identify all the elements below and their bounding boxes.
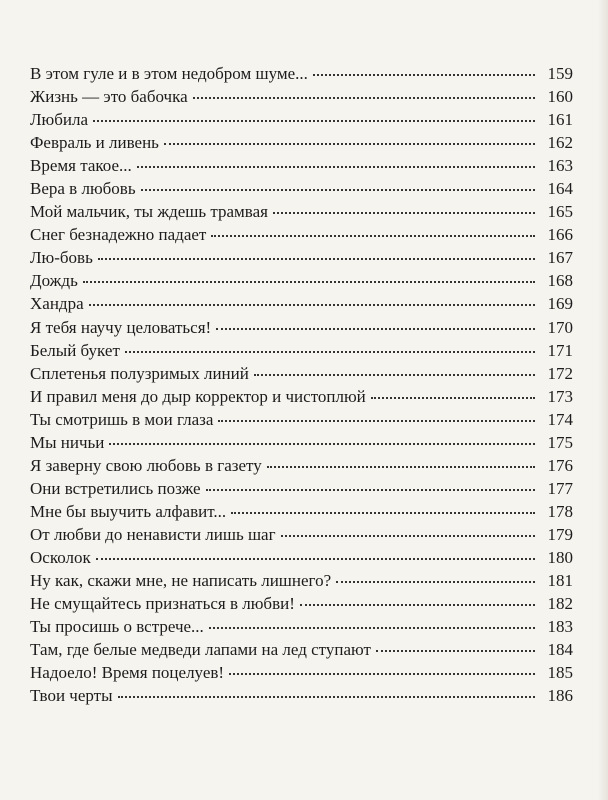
toc-entry-title: Я тебя научу целоваться! bbox=[30, 317, 212, 337]
toc-entry-title: Белый букет bbox=[30, 340, 120, 360]
toc-entry-page-number: 160 bbox=[547, 87, 573, 107]
toc-dot-leader bbox=[96, 557, 535, 560]
toc-entry-page-number: 178 bbox=[547, 501, 573, 521]
toc-entry-title: Мой мальчик, ты ждешь трамвая bbox=[30, 202, 268, 222]
toc-dot-leader bbox=[371, 396, 535, 399]
toc-entry-title: Сплетенья полузримых линий bbox=[30, 363, 249, 383]
toc-entry bbox=[30, 638, 573, 661]
toc-entry-title: Мы ничьи bbox=[30, 432, 105, 452]
toc-entry-page-number: 173 bbox=[547, 386, 573, 406]
toc-entry bbox=[30, 223, 573, 246]
toc-entry-page-number: 183 bbox=[547, 617, 573, 637]
toc-entry bbox=[30, 661, 573, 684]
toc-entry bbox=[30, 523, 573, 546]
toc-dot-leader bbox=[141, 188, 535, 191]
toc-entry-page-number: 175 bbox=[547, 432, 573, 452]
toc-entry bbox=[30, 546, 573, 569]
toc-dot-leader bbox=[137, 165, 535, 168]
toc-entry-title: Мне бы выучить алфавит... bbox=[30, 501, 227, 521]
toc-dot-leader bbox=[273, 211, 535, 214]
toc-entry-title: От любви до ненависти лишь шаг bbox=[30, 524, 276, 544]
toc-entry-page-number: 176 bbox=[547, 455, 573, 475]
toc-dot-leader bbox=[118, 695, 535, 698]
toc-dot-leader bbox=[164, 142, 535, 145]
toc-entry-page-number: 169 bbox=[547, 294, 573, 314]
toc-entry-title: И правил меня до дыр корректор и чистоплюй bbox=[30, 386, 366, 406]
toc-entry bbox=[30, 154, 573, 177]
toc-entry-page-number: 165 bbox=[547, 202, 573, 222]
toc-dot-leader bbox=[206, 488, 535, 491]
toc-entry-title: Лю-бовь bbox=[30, 248, 93, 268]
toc-dot-leader bbox=[209, 626, 535, 629]
toc-entry-title: Ты смотришь в мои глаза bbox=[30, 409, 214, 429]
toc-entry-page-number: 161 bbox=[547, 110, 573, 130]
toc-entry-title: Время такое... bbox=[30, 156, 132, 176]
toc-entry-title: Любила bbox=[30, 110, 89, 130]
toc-entry-page-number: 172 bbox=[547, 363, 573, 383]
toc-entry bbox=[30, 362, 573, 385]
toc-dot-leader bbox=[300, 603, 535, 606]
toc-entry bbox=[30, 477, 573, 500]
toc-entry-page-number: 180 bbox=[547, 547, 573, 567]
toc-entry-title: В этом гуле и в этом недобром шуме... bbox=[30, 64, 308, 83]
toc-dot-leader bbox=[98, 257, 535, 260]
toc-entry bbox=[30, 177, 573, 200]
toc-entry-title: Надоело! Время поцелуев! bbox=[30, 663, 225, 683]
toc-dot-leader bbox=[109, 442, 535, 445]
toc-dot-leader bbox=[218, 419, 535, 422]
toc-dot-leader bbox=[336, 580, 535, 583]
toc-entry bbox=[30, 62, 573, 85]
toc-entry-title: Осколок bbox=[30, 547, 91, 567]
toc-entry-title: Не смущайтесь признаться в любви! bbox=[30, 594, 295, 614]
toc-entry-title: Дождь bbox=[30, 271, 78, 291]
toc-dot-leader bbox=[376, 649, 535, 652]
toc-entry-title: Я заверну свою любовь в газету bbox=[30, 455, 262, 475]
toc-dot-leader bbox=[229, 672, 535, 675]
toc-dot-leader bbox=[216, 327, 535, 330]
toc-entry-page-number: 163 bbox=[547, 156, 573, 176]
toc-entry bbox=[30, 569, 573, 592]
toc-entry-title: Там, где белые медведи лапами на лед ступают bbox=[30, 640, 371, 660]
toc-entry-page-number: 166 bbox=[547, 225, 573, 245]
toc-entry bbox=[30, 431, 573, 454]
toc-entry-page-number: 171 bbox=[547, 340, 573, 360]
toc-entry bbox=[30, 615, 573, 638]
toc-entry bbox=[30, 131, 573, 154]
toc-entry-page-number: 168 bbox=[547, 271, 573, 291]
toc-entry-title: Они встретились позже bbox=[30, 478, 201, 498]
toc-entry-title: Ты просишь о встрече... bbox=[30, 617, 204, 637]
toc-entry-title: Жизнь — это бабочка bbox=[30, 87, 188, 107]
toc-entry bbox=[30, 454, 573, 477]
toc-dot-leader bbox=[313, 73, 535, 76]
toc-dot-leader bbox=[89, 303, 535, 306]
toc-entry-page-number: 185 bbox=[547, 663, 573, 683]
toc-dot-leader bbox=[231, 511, 535, 514]
toc-entry-page-number: 174 bbox=[547, 409, 573, 429]
toc-entry-page-number: 167 bbox=[547, 248, 573, 268]
toc-entry bbox=[30, 316, 573, 339]
toc-entry bbox=[30, 200, 573, 223]
toc-entry bbox=[30, 385, 573, 408]
toc-entry-page-number: 182 bbox=[547, 594, 573, 614]
toc-entry-title: Февраль и ливень bbox=[30, 133, 159, 153]
toc-entry-page-number: 162 bbox=[547, 133, 573, 153]
toc-entry-title: Вера в любовь bbox=[30, 179, 136, 199]
toc-entry bbox=[30, 408, 573, 431]
toc-dot-leader bbox=[83, 280, 535, 283]
toc-entry-title: Хандра bbox=[30, 294, 84, 314]
toc-dot-leader bbox=[267, 465, 535, 468]
toc-dot-leader bbox=[193, 96, 535, 99]
toc-dot-leader bbox=[211, 234, 535, 237]
toc-entry-page-number: 181 bbox=[547, 571, 573, 591]
toc-entry-page-number: 177 bbox=[547, 478, 573, 498]
toc-entry bbox=[30, 108, 573, 131]
toc-entry bbox=[30, 339, 573, 362]
toc-entry bbox=[30, 246, 573, 269]
toc-entry bbox=[30, 85, 573, 108]
toc-entry bbox=[30, 292, 573, 315]
toc-entry-page-number: 170 bbox=[547, 317, 573, 337]
toc-dot-leader bbox=[254, 373, 535, 376]
toc-entry-page-number: 159 bbox=[547, 64, 573, 83]
toc-entry-title: Снег безнадежно падает bbox=[30, 225, 207, 245]
toc-dot-leader bbox=[93, 119, 535, 122]
page-edge bbox=[598, 0, 608, 800]
toc-entry-title: Ну как, скажи мне, не написать лишнего? bbox=[30, 571, 332, 591]
toc-entry bbox=[30, 500, 573, 523]
toc-entry bbox=[30, 269, 573, 292]
toc-entry-page-number: 186 bbox=[547, 686, 573, 706]
toc-entry bbox=[30, 592, 573, 615]
toc-entry-page-number: 179 bbox=[547, 524, 573, 544]
toc-dot-leader bbox=[281, 534, 535, 537]
table-of-contents bbox=[30, 62, 573, 707]
toc-entry-page-number: 164 bbox=[547, 179, 573, 199]
toc-entry-page-number: 184 bbox=[547, 640, 573, 660]
toc-dot-leader bbox=[125, 350, 535, 353]
toc-entry-title: Твои черты bbox=[30, 686, 113, 706]
toc-entry bbox=[30, 684, 573, 707]
